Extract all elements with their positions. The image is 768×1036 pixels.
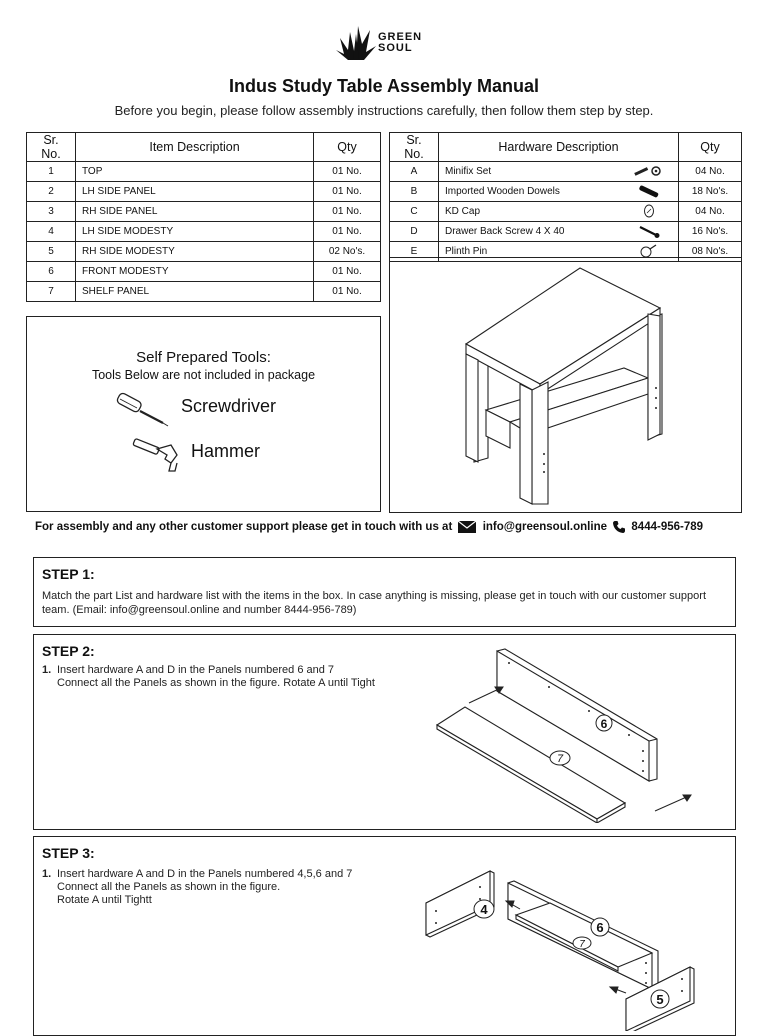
step-1-box (33, 557, 736, 627)
sr-no: 2 (27, 182, 76, 202)
hammer-label: Hammer (191, 441, 261, 461)
panel-label-5: 5 (656, 992, 664, 1007)
sr-no: 3 (27, 202, 76, 222)
table-row (27, 262, 381, 282)
step-3-line-3: Rotate A until Tightt (57, 894, 152, 906)
hardware-description: Imported Wooden Dowels (445, 186, 560, 197)
item-description: RH SIDE MODESTY (76, 242, 314, 262)
hardware-description: Drawer Back Screw 4 X 40 (445, 226, 565, 237)
sr-no: E (390, 242, 439, 262)
step-2-number: 1. (42, 664, 52, 676)
sr-no: 4 (27, 222, 76, 242)
panel-label-4: 4 (480, 902, 488, 917)
sr-no: 1 (27, 162, 76, 182)
qty: 01 No. (314, 202, 381, 222)
panel-label-7: 7 (579, 939, 585, 950)
table-row (390, 222, 742, 242)
minifix-set-icon (634, 164, 664, 178)
hardware-description: KD Cap (445, 206, 481, 217)
step-2-line-1: Insert hardware A and D in the Panels numbered 6 and 7 (57, 664, 335, 676)
col-item-description: Item Description (76, 133, 314, 162)
table-row (390, 182, 742, 202)
envelope-icon (458, 521, 476, 533)
item-description: RH SIDE PANEL (76, 202, 314, 222)
hardware-description-cell (439, 222, 679, 242)
phone-icon (613, 521, 625, 533)
sr-no: C (390, 202, 439, 222)
step-3-title: STEP 3: (42, 845, 95, 861)
col-qty: Qty (679, 133, 742, 162)
col-sr-no: Sr. No. (390, 133, 439, 162)
panel-label-7: 7 (556, 753, 564, 765)
col-qty: Qty (314, 133, 381, 162)
sr-no: D (390, 222, 439, 242)
step-3-diagram (420, 863, 720, 1031)
col-hardware-description: Hardware Description (439, 133, 679, 162)
step-3-instructions (42, 868, 442, 907)
screwdriver-label: Screwdriver (181, 396, 277, 416)
table-row (27, 182, 381, 202)
col-sr-no: Sr. No. (27, 133, 76, 162)
qty: 01 No. (314, 222, 381, 242)
study-table-drawing (390, 258, 741, 512)
parts-table (26, 132, 381, 302)
item-description: FRONT MODESTY (76, 262, 314, 282)
item-description: TOP (76, 162, 314, 182)
hardware-description: Minifix Set (445, 166, 492, 177)
step-2-instructions (42, 664, 442, 690)
step-2-diagram (429, 643, 729, 823)
table-row (390, 202, 742, 222)
step-2-title: STEP 2: (42, 643, 95, 659)
table-row (27, 222, 381, 242)
brand-logo (336, 20, 436, 64)
hardware-description-cell (439, 182, 679, 202)
sr-no: 5 (27, 242, 76, 262)
page-subtitle: Before you begin, please follow assembly instructions carefully, then follow them step by step. (114, 103, 654, 118)
sr-no: 6 (27, 262, 76, 282)
step-1-title: STEP 1: (42, 566, 95, 582)
parts-table-header (27, 133, 381, 162)
qty: 04 No. (679, 162, 742, 182)
qty: 02 No's. (314, 242, 381, 262)
qty: 01 No. (314, 182, 381, 202)
hardware-description-cell (439, 162, 679, 182)
step-1-text: Match the part List and hardware list with the items in the box. In case anything is missing, please get in touch with our customer support team. (Email: info@greensoul.online and number 8444-956-789) (42, 590, 707, 616)
table-row (27, 242, 381, 262)
page-title: Indus Study Table Assembly Manual (228, 76, 540, 96)
qty: 04 No. (679, 202, 742, 222)
step-2-box (33, 634, 736, 830)
sr-no: B (390, 182, 439, 202)
tools-title: Self Prepared Tools: (136, 349, 271, 366)
hardware-description: Plinth Pin (445, 246, 488, 257)
qty: 01 No. (314, 262, 381, 282)
qty: 01 No. (314, 282, 381, 302)
hardware-description-cell (439, 202, 679, 222)
support-phone[interactable]: 8444-956-789 (631, 521, 704, 534)
table-row (390, 162, 742, 182)
qty: 18 No's. (679, 182, 742, 202)
plinth-pin-icon (634, 244, 664, 258)
assembled-table-illustration (389, 257, 742, 513)
table-row (27, 282, 381, 302)
qty: 16 No's. (679, 222, 742, 242)
qty: 08 No's. (679, 242, 742, 262)
screwdriver-icon (113, 391, 173, 431)
step-2-line-2: Connect all the Panels as shown in the figure. Rotate A until Tight (57, 677, 375, 689)
leaf-logo-icon (336, 20, 376, 62)
tools-subtitle: Tools Below are not included in package (91, 368, 316, 382)
support-line (35, 521, 755, 533)
table-row (27, 162, 381, 182)
hammer-icon (131, 435, 191, 475)
step-3-line-2: Connect all the Panels as shown in the figure. (57, 881, 281, 893)
panel-label-6: 6 (596, 920, 604, 935)
brand-name: GREEN SOUL (378, 31, 423, 54)
sr-no: A (390, 162, 439, 182)
kd-cap-icon (634, 204, 664, 218)
wooden-dowel-icon (634, 184, 664, 198)
step-3-line-1: Insert hardware A and D in the Panels numbered 4,5,6 and 7 (57, 868, 353, 880)
step-3-box (33, 836, 736, 1036)
step-3-number: 1. (42, 868, 52, 880)
item-description: SHELF PANEL (76, 282, 314, 302)
screw-icon (634, 224, 664, 238)
hardware-table-header (390, 133, 742, 162)
support-email[interactable]: info@greensoul.online (482, 521, 607, 534)
tools-box (26, 316, 381, 512)
panel-label-6: 6 (600, 717, 608, 731)
support-text: For assembly and any other customer support please get in touch with us at (35, 521, 453, 534)
table-row (27, 202, 381, 222)
hardware-table (389, 132, 742, 262)
sr-no: 7 (27, 282, 76, 302)
item-description: LH SIDE PANEL (76, 182, 314, 202)
qty: 01 No. (314, 162, 381, 182)
item-description: LH SIDE MODESTY (76, 222, 314, 242)
